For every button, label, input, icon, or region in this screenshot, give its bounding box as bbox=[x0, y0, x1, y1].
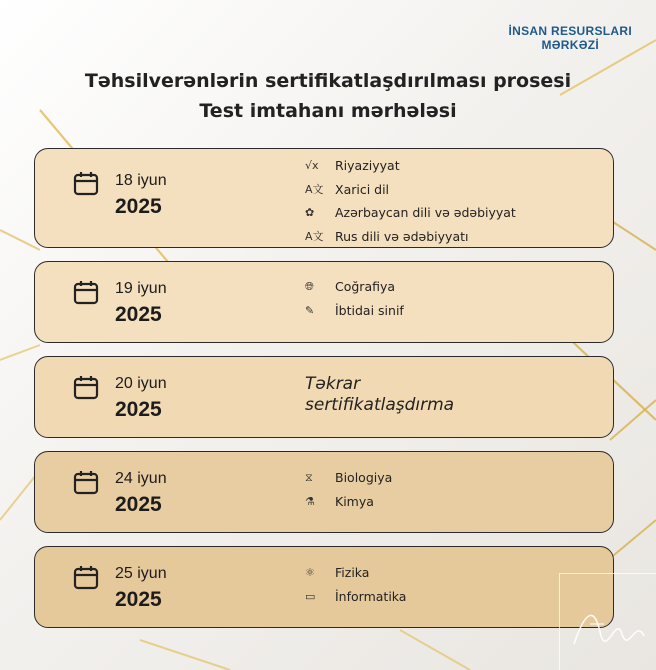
date-year: 2025 bbox=[115, 398, 162, 421]
subject-label: Coğrafiya bbox=[335, 279, 396, 295]
subject-item bbox=[305, 201, 516, 225]
subject-item bbox=[305, 299, 404, 323]
signature-watermark bbox=[559, 573, 656, 670]
schedule-card-5 bbox=[34, 546, 614, 628]
calendar-icon bbox=[73, 470, 99, 496]
sqrt-icon: √x bbox=[305, 159, 319, 173]
date-year: 2025 bbox=[115, 303, 162, 326]
subject-item bbox=[305, 561, 406, 585]
date-year: 2025 bbox=[115, 493, 162, 516]
subject-label: İnformatika bbox=[335, 588, 407, 604]
calendar-icon bbox=[73, 375, 99, 401]
subject-list bbox=[305, 275, 404, 322]
brand-line-2: MƏRKƏZİ bbox=[541, 38, 600, 52]
date-day: 19 iyun bbox=[115, 280, 167, 297]
subject-item bbox=[305, 275, 404, 299]
calendar-icon bbox=[73, 565, 99, 591]
date-year: 2025 bbox=[115, 588, 162, 611]
subject-item bbox=[305, 490, 392, 514]
calendar-icon bbox=[73, 171, 99, 197]
calendar-icon bbox=[73, 280, 99, 306]
subject-item bbox=[305, 225, 516, 249]
subject-item bbox=[305, 585, 406, 609]
atom-icon: ⚛ bbox=[305, 566, 315, 580]
pencil-icon: ✎ bbox=[305, 303, 315, 317]
schedule-card-4 bbox=[34, 451, 614, 533]
schedule-card-3 bbox=[34, 356, 614, 438]
date-block bbox=[115, 279, 167, 329]
brand-logo bbox=[509, 24, 632, 52]
subject-label: Biologiya bbox=[335, 470, 393, 486]
subject-label: Kimya bbox=[335, 493, 374, 509]
page-title bbox=[0, 66, 656, 126]
subject-label: Riyaziyyat bbox=[335, 158, 400, 174]
dna-icon: ⧖ bbox=[305, 470, 313, 484]
flask-icon: ⚗ bbox=[305, 494, 315, 508]
note-line-2: sertifikatlaşdırma bbox=[305, 395, 455, 415]
subject-label: Azərbaycan dili və ədəbiyyat bbox=[335, 205, 516, 221]
date-block bbox=[115, 374, 167, 424]
subject-list bbox=[305, 561, 406, 608]
schedule-card-1 bbox=[34, 148, 614, 248]
title-line-2: Test imtahanı mərhələsi bbox=[199, 100, 457, 122]
translate-icon: A文 bbox=[305, 230, 324, 244]
subject-label: İbtidai sinif bbox=[335, 302, 404, 318]
globe-icon: 🌐︎ bbox=[305, 279, 314, 293]
title-line-1: Təhsilverənlərin sertifikatlaşdırılması prosesi bbox=[84, 70, 572, 92]
date-year: 2025 bbox=[115, 195, 162, 218]
date-block bbox=[115, 469, 167, 519]
subject-label: Rus dili və ədəbiyyatı bbox=[335, 228, 469, 244]
subject-item bbox=[305, 154, 516, 178]
schedule-card-2 bbox=[34, 261, 614, 343]
date-day: 20 iyun bbox=[115, 375, 167, 392]
brand-line-1: İNSAN RESURSLARI bbox=[508, 24, 632, 38]
monitor-icon: ▭ bbox=[305, 589, 316, 603]
date-day: 18 iyun bbox=[115, 172, 167, 189]
subject-list bbox=[305, 154, 516, 248]
subject-list bbox=[305, 466, 392, 513]
subject-label: Xarici dil bbox=[335, 181, 390, 197]
date-block bbox=[115, 171, 167, 221]
subject-item bbox=[305, 466, 392, 490]
translate-icon: A文 bbox=[305, 183, 324, 197]
date-day: 25 iyun bbox=[115, 565, 167, 582]
subject-item bbox=[305, 178, 516, 202]
note-line-1: Təkrar bbox=[305, 374, 361, 394]
date-block bbox=[115, 564, 167, 614]
recertification-note bbox=[305, 374, 454, 416]
subject-label: Fizika bbox=[335, 565, 370, 581]
decorative-text-icon: ✿ bbox=[305, 206, 315, 220]
date-day: 24 iyun bbox=[115, 470, 167, 487]
